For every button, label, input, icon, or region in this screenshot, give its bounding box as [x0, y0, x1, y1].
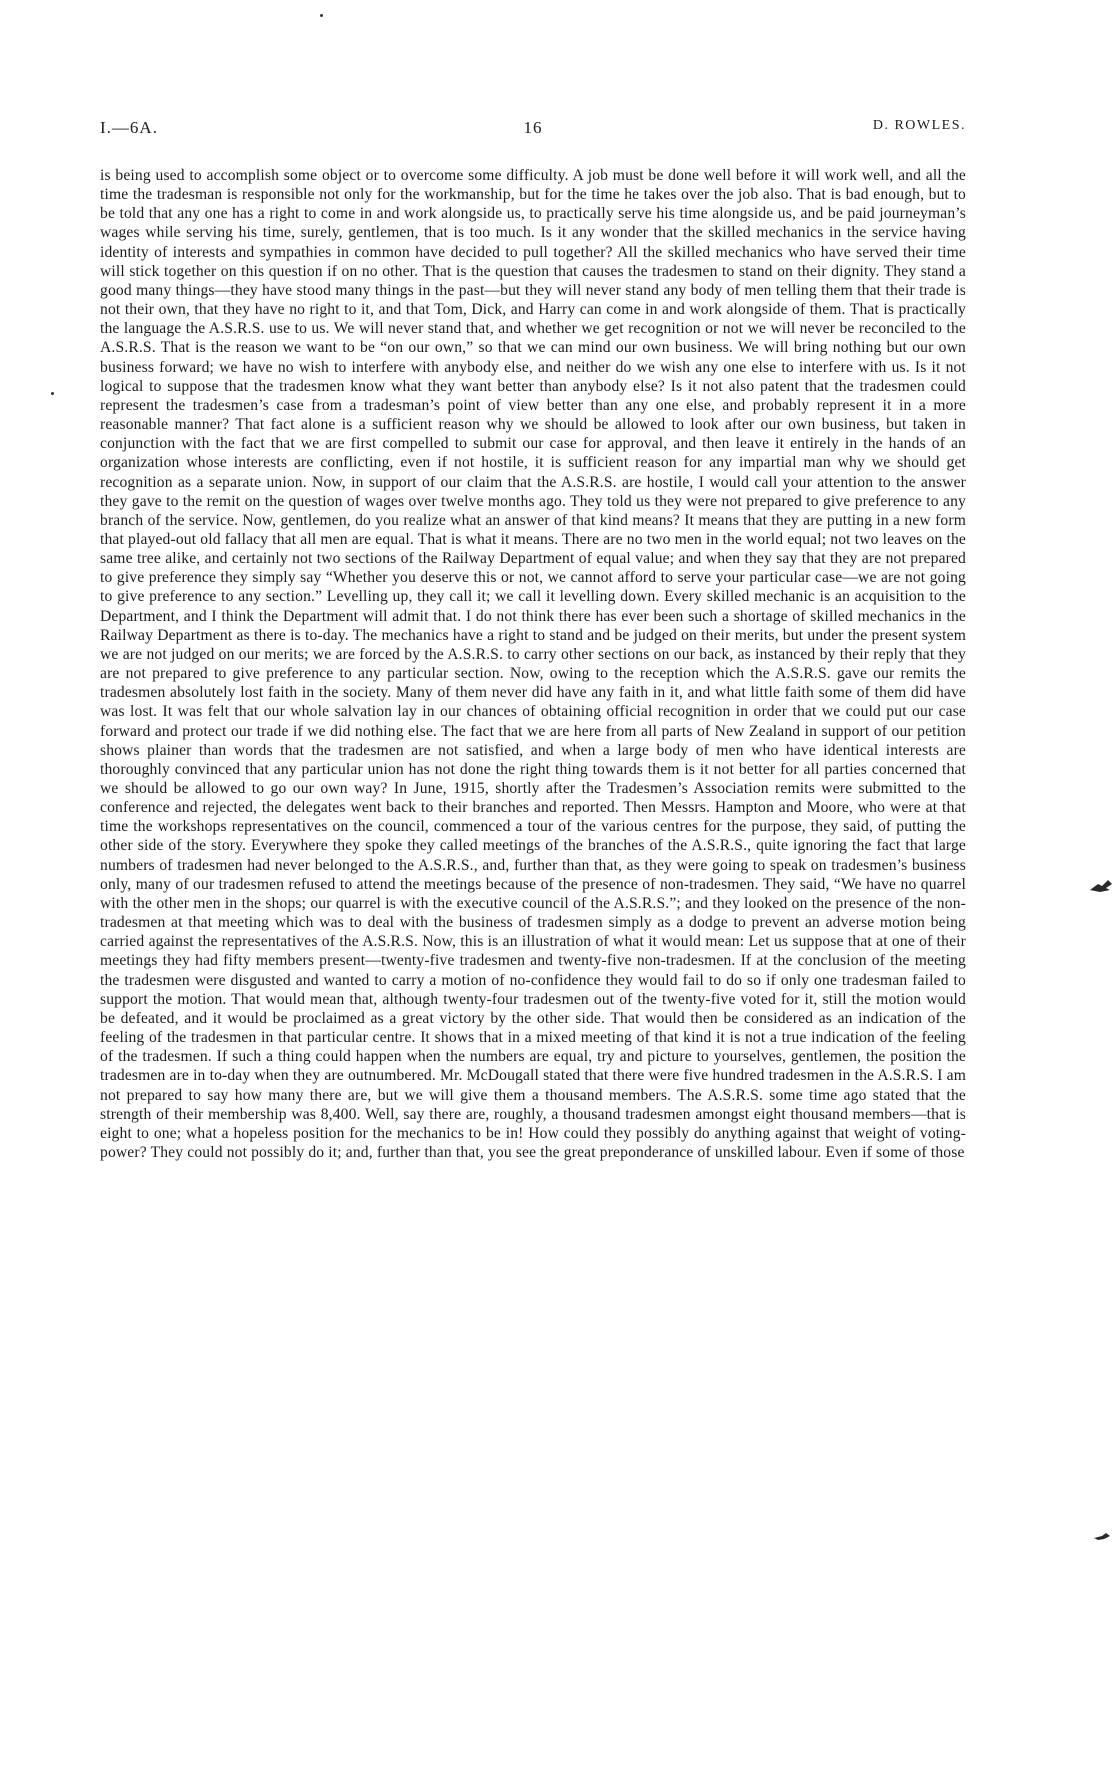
margin-scribble-lower: [1092, 1530, 1114, 1544]
margin-scribble-upper: [1088, 876, 1114, 896]
page-number: 16: [523, 118, 543, 137]
paragraph: is being used to accomplish some object or to overcome some difficulty. A job must be done well before it will work well, and all the time the tradesman is responsible not only for the workmanship, but for the time he takes over the job also. That is bad enough, but to be told that any one has a right to come in and work alongside us, to practically serve his time alongside us, and be paid journeyman’s wages while serving his time, surely, gentlemen, that is too much. Is it any wonder that the skilled mechanics in the service having identity of interests and sympathies in common have decided to pull together? All the skilled mechanics who have served their time will stick together on this question if on no other. That is the question that causes the tradesmen to stand on their dignity. They stand a good many things—they have stood many things in the past—but they will never stand any body of men telling them that their trade is not their own, that they have no right to it, and that Tom, Dick, and Harry can come in and work alongside of them. That is practically the language the A.S.R.S. use to us. We will never stand that, and whether we get recognition or not we will never be reconciled to the A.S.R.S. That is the reason we want to be “on our own,” so that we can mind our own business. We will bring nothing but our own business forward; we have no wish to interfere with anybody else, and neither do we wish any one else to interfere with us. Is it not logical to suppose that the tradesmen know what they want better than anybody else? Is it not also patent that the tradesmen could represent the tradesmen’s case from a tradesman’s point of view better than any one else, and probably represent it in a more reasonable manner? That fact alone is a sufficient reason why we should be allowed to look after our own business, but taken in conjunction with the fact that we are first compelled to submit our case for approval, and then leave it entirely in the hands of an organization whose interests are conflicting, even if not hostile, it is sufficient reason for any impartial man why we should get recognition as a separate union. Now, in support of our claim that the A.S.R.S. are hostile, I would call your attention to the answer they gave to the remit on the question of wages over twelve months ago. They told us they were not prepared to give preference to any branch of the service. Now, gentlemen, do you realize what an answer of that kind means? It means that they are putting in a new form that played-out old fallacy that all men are equal. That is what it means. There are no two men in the world equal; not two leaves on the same tree alike, and certainly not two sections of the Railway Department of equal value; and when they say that they are not prepared to give preference they simply say “Whether you deserve this or not, we cannot afford to serve your particular case—we are not going to give preference to any section.” Levelling up, they call it; we call it levelling down. Every skilled mechanic is an acquisition to the Department, and I think the Department will admit that. I do not think there has ever been such a shortage of skilled mechanics in the Railway Department as there is to-day. The mechanics have a right to stand and be judged on their merits, but under the present system we are not judged on our merits; we are forced by the A.S.R.S. to carry other sections on our back, as instanced by their reply that they are not prepared to give preference to any particular section. Now, owing to the reception which the A.S.R.S. gave our remits the tradesmen absolutely lost faith in the society. Many of them never did have any faith in it, and what little faith some of them did have was lost. It was felt that our whole salvation lay in our chances of obtaining official recognition in order that we could put our case forward and protect our trade if we did nothing else. The fact that we are here from all parts of New Zealand in support of our petition shows plainer than words that the tradesmen are not satisfied, and when a large body of men who have identical interests are thoroughly convinced that any particular union has not done the right thing towards them is it not better for all parties concerned that we should be allowed to go our own way? In June, 1915, shortly after the Tradesmen’s Association remits were submitted to the conference and rejected, the delegates went back to their branches and reported. Then Messrs. Hampton and Moore, who were at that time the workshops representatives on the council, commenced a tour of the various centres for the purpose, they said, of putting the other side of the story. Everywhere they spoke they called meetings of the branches of the A.S.R.S., quite ignoring the fact that large numbers of tradesmen had never belonged to the A.S.R.S., and, further than that, as they were going to speak on tradesmen’s business only, many of our tradesmen refused to attend the meetings because of the presence of non-tradesmen. They said, “We have no quarrel with the other men in the shops; our quarrel is with the executive council of the A.S.R.S.”; and they looked on the presence of the non-tradesmen at that meeting which was to deal with the business of tradesmen simply as a dodge to prevent an adverse motion being carried against the representatives of the A.S.R.S. Now, this is an illustration of what it would mean: Let us suppose that at one of their meetings they had fifty members present—twenty-five tradesmen and twenty-five non-tradesmen. If at the conclusion of the meeting the tradesmen were disgusted and wanted to carry a motion of no-confidence they would fail to do so if only one tradesman failed to support the motion. That would mean that, although twenty-four tradesmen out of the twenty-five voted for it, still the motion would be defeated, and it would be proclaimed as a great victory by the other side. That would then be considered as an indication of the feeling of the tradesmen in that particular centre. It shows that in a mixed meeting of that kind it is not a true indication of the feeling of the tradesmen. If such a thing could happen when the numbers are equal, try and picture to yourselves, gentlemen, the position the tradesmen are in to-day when they are outnumbered. Mr. McDougall stated that there were five hundred tradesmen in the A.S.R.S. I am not prepared to say how many there are, but we will give them a thousand members. The A.S.R.S. some time ago stated that the strength of their membership was 8,400. Well, say there are, roughly, a thousand tradesmen amongst eight thousand members—that is eight to one; what a hopeless position for the mechanics to be in! How could they possibly do anything against that weight of voting-power? They could not possibly do it; and, further than that, you see the great preponderance of unskilled labour. Even if some of those: [100, 167, 966, 1161]
page-header: [100, 118, 966, 146]
speaker-name: D. ROWLES.: [872, 118, 966, 133]
document-reference: I.—6A.: [100, 118, 158, 137]
body-text: [100, 166, 966, 1162]
margin-speck: [51, 392, 54, 395]
page-speck: [320, 14, 323, 17]
